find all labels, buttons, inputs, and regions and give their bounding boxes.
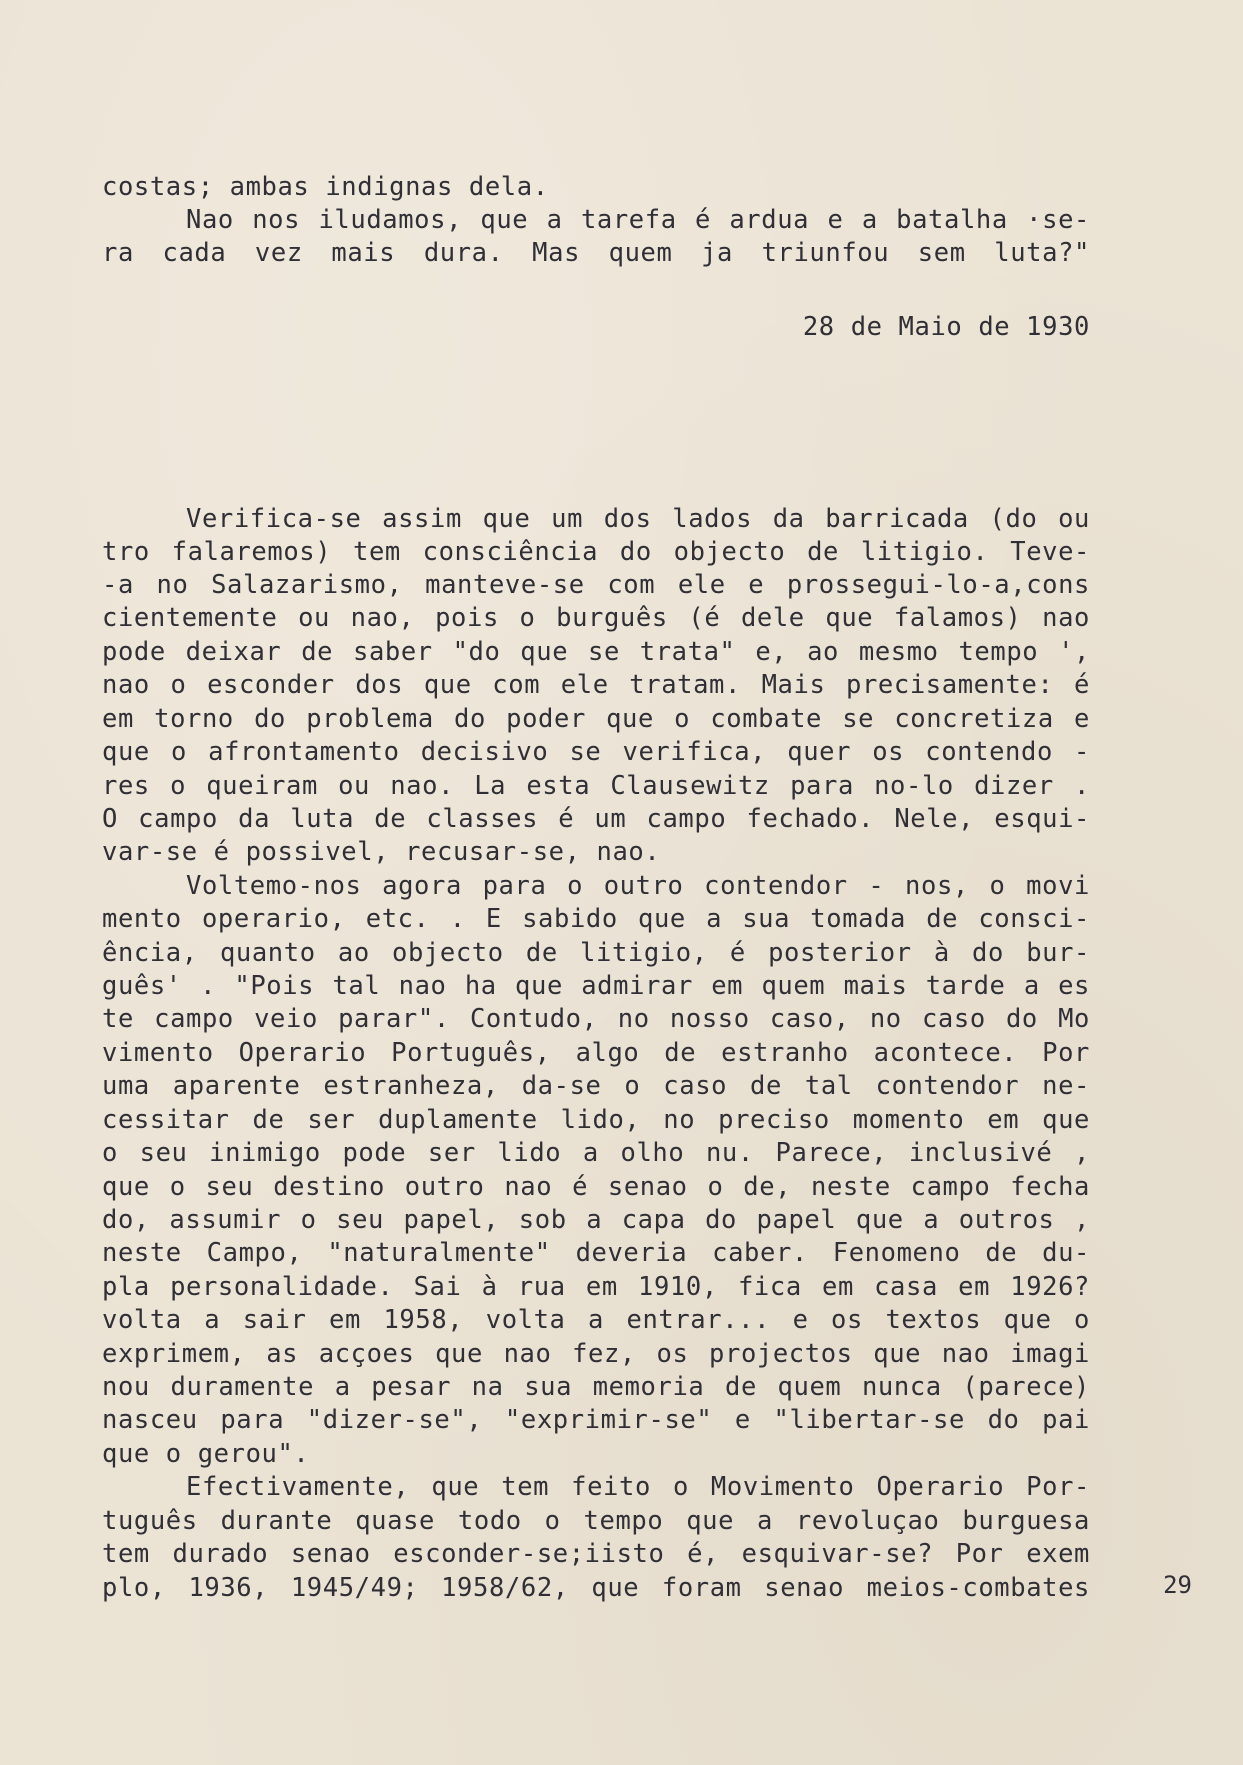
text-line: mento operario, etc. . E sabido que a sua tomada de consci- [102,904,1090,934]
text-line: O campo da luta de classes é um campo fechado. Nele, esqui- [102,804,1090,834]
text-line: Nao nos iludamos, que a tarefa é ardua e a batalha ·se- [186,205,1090,235]
text-line: pode deixar de saber "do que se trata" e, ao mesmo tempo ', [102,637,1090,667]
text-line: que o gerou". [102,1439,310,1469]
text-line: nasceu para "dizer-se", "exprimir-se" e "libertar-se do pai [102,1405,1090,1435]
text-line: plo, 1936, 1945/49; 1958/62, que foram senao meios-combates [102,1573,1090,1603]
text-line: Efectivamente, que tem feito o Movimento Operario Por- [186,1472,1090,1502]
text-line: pla personalidade. Sai à rua em 1910, fica em casa em 1926? [102,1272,1090,1302]
text-line: exprimem, as acçoes que nao fez, os projectos que nao imagi [102,1339,1090,1369]
text-line: nou duramente a pesar na sua memoria de quem nunca (parece) [102,1372,1090,1402]
text-line: que o seu destino outro nao é senao o de, neste campo fecha [102,1172,1090,1202]
text-line: cientemente ou nao, pois o burguês (é dele que falamos) nao [102,603,1090,633]
text-line: ência, quanto ao objecto de litigio, é posterior à do bur- [102,938,1090,968]
text-line: que o afrontamento decisivo se verifica, quer os contendo - [102,737,1090,767]
text-line: var-se é possivel, recusar-se, nao. [102,837,661,867]
text-line: res o queiram ou nao. La esta Clausewitz para no-lo dizer . [102,771,1090,801]
text-line: ra cada vez mais dura. Mas quem ja triunfou sem luta?" [102,238,1090,268]
text-line: tem durado senao esconder-se;iisto é, esquivar-se? Por exem [102,1539,1090,1569]
text-line: te campo veio parar". Contudo, no nosso caso, no caso do Mo [102,1004,1090,1034]
text-line: tro falaremos) tem consciência do objecto de litigio. Teve- [102,537,1090,567]
text-line: guês' . "Pois tal nao ha que admirar em quem mais tarde a es [102,971,1090,1001]
text-line: Voltemo-nos agora para o outro contendor - nos, o movi [186,871,1090,901]
text-line: costas; ambas indignas dela. [102,172,549,202]
text-line: em torno do problema do poder que o combate se concretiza e [102,704,1090,734]
text-line: -a no Salazarismo, manteve-se com ele e prossegui-lo-a,cons [102,570,1090,600]
text-line: o seu inimigo pode ser lido a olho nu. Parece, inclusivé , [102,1138,1090,1168]
text-line: cessitar de ser duplamente lido, no preciso momento em que [102,1105,1090,1135]
date-line: 28 de Maio de 1930 [802,312,1090,342]
text-line: uma aparente estranheza, da-se o caso de tal contendor ne- [102,1071,1090,1101]
text-line: neste Campo, "naturalmente" deveria caber. Fenomeno de du- [102,1238,1090,1268]
text-line: vimento Operario Português, algo de estranho acontece. Por [102,1038,1090,1068]
text-line: volta a sair em 1958, volta a entrar... e os textos que o [102,1305,1090,1335]
page-number: 29 [1163,1571,1192,1599]
text-line: do, assumir o seu papel, sob a capa do papel que a outros , [102,1205,1090,1235]
text-line: nao o esconder dos que com ele tratam. Mais precisamente: é [102,670,1090,700]
text-line: Verifica-se assim que um dos lados da barricada (do ou [186,504,1090,534]
text-line: tuguês durante quase todo o tempo que a revoluçao burguesa [102,1506,1090,1536]
